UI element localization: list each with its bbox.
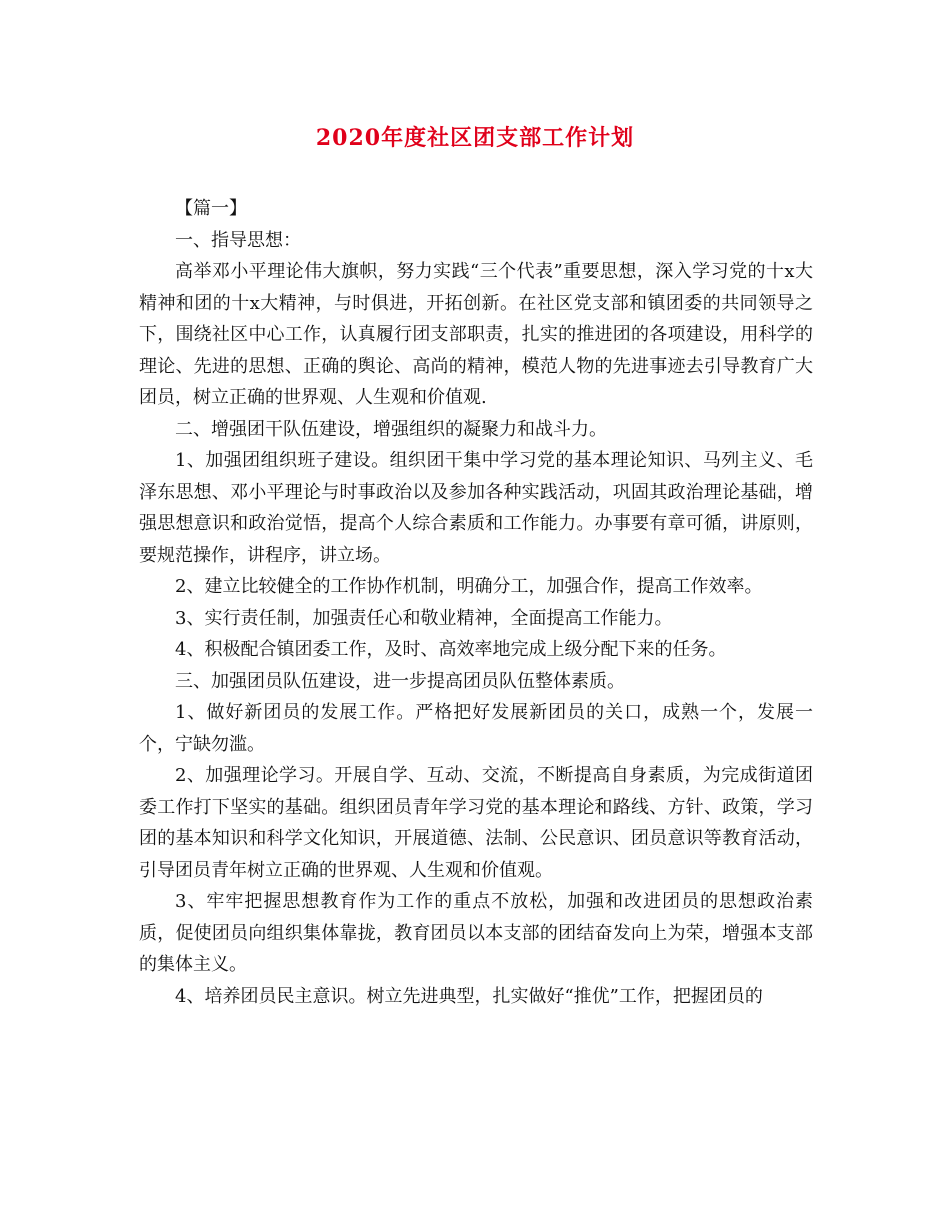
- paragraph: 4、积极配合镇团委工作，及时、高效率地完成上级分配下来的任务。: [175, 639, 727, 660]
- paragraph: 2、加强理论学习。开展自学、互动、交流，不断提高自身素质，为完成街道团委工作打下坚实的基础。组织团员青年学习党的基本理论和路线、方针、政策，学习团的基本知识和科学文化知识，开展道德、法制、公民意识、团员意识等教育活动，引导团员青年树立正确的世界观、人生观和价值观。: [139, 765, 813, 881]
- paragraph: 4、培养团员民主意识。树立先进典型，扎实做好“推优”工作，把握团员的: [175, 985, 763, 1007]
- paragraph-heading-member-team: 三、加强团员队伍建设，进一步提高团员队伍整体素质。: [175, 670, 625, 692]
- paragraph: 1、加强团组织班子建设。组织团干集中学习党的基本理论知识、马列主义、毛泽东思想、邓小平理论与时事政治以及参加各种实践活动，巩固其政治理论基础，增强思想意识和政治觉悟，提高个人综合素质和工作能力。办事要有章可循，讲原则，要规范操作，讲程序，讲立场。: [139, 450, 813, 566]
- paragraph: 3、牢牢把握思想教育作为工作的重点不放松，加强和改进团员的思想政治素质，促使团员向组织集体靠拢，教育团员以本支部的团结奋发向上为荣，增强本支部的集体主义。: [139, 891, 813, 975]
- paragraph-heading-cadre-team: 二、增强团干队伍建设，增强组织的凝聚力和战斗力。: [175, 418, 607, 440]
- document-body: [139, 193, 813, 1012]
- document-title: 2020年度社区团支部工作计划: [315, 125, 635, 151]
- paragraph-section-label: 【篇一】: [175, 198, 247, 219]
- paragraph: 高举邓小平理论伟大旗帜，努力实践“三个代表”重要思想，深入学习党的十x大精神和团的十x大精神，与时俱进，开拓创新。在社区党支部和镇团委的共同领导之下，围绕社区中心工作，认真履行团支部职责，扎实的推进团的各项建设，用科学的理论、先进的思想、正确的舆论、高尚的精神，模范人物的先进事迹去引导教育广大团员，树立正确的世界观、人生观和价值观.: [139, 261, 813, 408]
- paragraph: 2、建立比较健全的工作协作机制，明确分工，加强合作，提高工作效率。: [175, 576, 763, 597]
- paragraph: 1、做好新团员的发展工作。严格把好发展新团员的关口，成熟一个，发展一个，宁缺勿滥。: [139, 702, 813, 755]
- paragraph: 3、实行责任制，加强责任心和敬业精神，全面提高工作能力。: [175, 607, 673, 629]
- paragraph-heading-guiding-ideology: 一、指导思想：: [175, 229, 301, 251]
